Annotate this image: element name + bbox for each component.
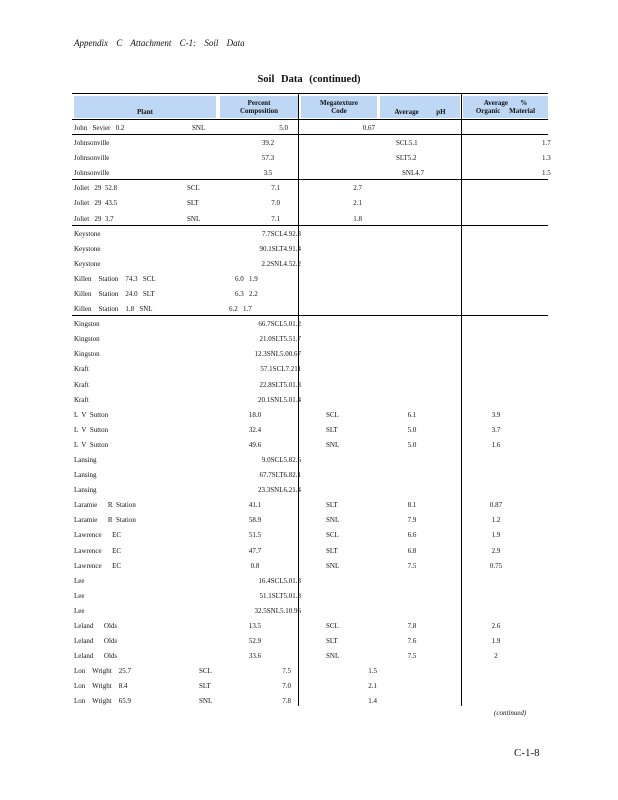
cell-percent: 49.6 <box>248 440 262 449</box>
cell-plant: Johnsonville <box>74 169 110 178</box>
cell-plant: Laramie R Station <box>74 501 136 510</box>
cell-megatexture: SLT <box>326 425 338 434</box>
cell-megatexture: SLT <box>199 682 211 691</box>
cell-percent: 6.3 2.2 <box>235 289 258 298</box>
cell-ph: 7.5 <box>282 667 291 676</box>
cell-organic: 1.8 <box>353 214 362 223</box>
cell-ph: 6.6 <box>407 531 417 540</box>
cell-percent: 16.4SCL5.01.3 <box>258 576 301 585</box>
cell-megatexture: SLT <box>326 637 338 646</box>
cell-megatexture: SNL <box>187 214 201 223</box>
cell-plant: L V Sutton <box>74 410 109 419</box>
cell-plant: Johnsonville <box>74 139 110 148</box>
cell-plant: Keystone <box>74 229 101 238</box>
cell-ph: 5.0 <box>407 425 417 434</box>
cell-percent: 58.9 <box>248 516 262 525</box>
cell-plant: Kraft <box>74 395 89 404</box>
cell-organic: 1.9 <box>491 531 501 540</box>
cell-plant: Keystone <box>74 244 101 253</box>
cell-plant: Lawrence EC <box>74 531 122 540</box>
table-top-rule <box>72 93 548 94</box>
cell-plant: John Sevier 0.2 <box>74 124 125 132</box>
column-header-ph: Average pH <box>380 96 460 118</box>
cell-plant: Lansing <box>74 455 97 464</box>
cell-percent: 21.0SLT5.51.7 <box>259 335 301 344</box>
cell-megatexture: SCL <box>199 667 212 676</box>
cell-plant: Joliet 29 43.5 <box>74 199 118 208</box>
cell-plant: L V Sutton <box>74 440 109 449</box>
cell-plant: Killen Station 1.8 SNL <box>74 305 153 314</box>
page-number: C-1-8 <box>514 747 540 759</box>
cell-plant: Johnsonville <box>74 154 110 163</box>
cell-ph: 7.6 <box>407 637 417 646</box>
cell-ph: 8.1 <box>407 501 417 510</box>
cell-megatexture: SNL <box>326 652 340 661</box>
cell-plant: Lawrence EC <box>74 546 122 555</box>
cell-organic: 3.7 <box>491 425 501 434</box>
continued-note: (continued) <box>494 709 527 717</box>
cell-organic: 1.5 <box>542 169 551 178</box>
cell-plant: Lon Wright 8.4 <box>74 682 128 691</box>
cell-megatexture: SNL <box>199 697 213 706</box>
cell-percent: 20.1SNL5.01.4 <box>258 395 301 404</box>
cell-plant: Joliet 29 3.7 <box>74 214 114 223</box>
cell-plant: Kraft <box>74 365 89 374</box>
cell-ph: 5.0 <box>407 440 417 449</box>
cell-organic: 1.7 <box>542 139 551 148</box>
cell-megatexture: SNL <box>192 124 206 132</box>
cell-megatexture: SNL <box>326 516 340 525</box>
cell-megatexture: SNL <box>326 440 340 449</box>
cell-plant: Kingston <box>74 350 100 359</box>
cell-plant: Kingston <box>74 335 100 344</box>
cell-ph: 7.8 <box>282 697 291 706</box>
cell-organic: 1.6 <box>491 440 501 449</box>
cell-percent: 51.5 <box>248 531 262 540</box>
group-rule <box>72 134 548 135</box>
table-title: Soil Data (continued) <box>257 74 361 85</box>
cell-plant: L V Sutton <box>74 425 109 434</box>
cell-megatexture: SCL <box>326 621 339 630</box>
cell-plant: Lawrence EC <box>74 561 122 570</box>
cell-plant: Keystone <box>74 259 101 268</box>
cell-ph: 7.9 <box>407 516 417 525</box>
cell-ph: SLT5.2 <box>396 154 417 163</box>
cell-organic: 1.9 <box>491 637 501 646</box>
group-rule <box>72 225 548 226</box>
cell-percent: 32.4 <box>248 425 262 434</box>
cell-organic: 0.75 <box>489 561 503 570</box>
cell-plant: Lee <box>74 576 85 585</box>
cell-organic: 2.7 <box>353 184 362 193</box>
cell-plant: Kraft <box>74 380 89 389</box>
cell-percent: 13.5 <box>248 621 262 630</box>
cell-percent: 3.5 <box>263 169 273 178</box>
cell-organic: 3.9 <box>491 410 501 419</box>
group-rule <box>72 179 548 180</box>
cell-percent: 7.7SCL4.92.3 <box>261 229 301 238</box>
cell-plant: Leland Olds <box>74 621 118 630</box>
cell-plant: Lansing <box>74 471 97 480</box>
cell-organic: 1.3 <box>542 154 551 163</box>
cell-megatexture: SNL <box>326 561 340 570</box>
cell-plant: Leland Olds <box>74 652 118 661</box>
cell-percent: 90.1SLT4.91.4 <box>259 244 301 253</box>
cell-organic: 1.4 <box>368 697 377 706</box>
cell-megatexture: SCL <box>326 410 339 419</box>
cell-megatexture: SLT <box>187 199 199 208</box>
cell-ph: 6.8 <box>407 546 417 555</box>
soil-data-table <box>72 93 551 706</box>
cell-plant: Lon Wright 25.7 <box>74 667 131 676</box>
cell-plant: Kingston <box>74 320 100 329</box>
group-rule <box>72 315 548 316</box>
cell-organic: 1.5 <box>368 667 377 676</box>
cell-organic: 2.1 <box>353 199 362 208</box>
cell-plant: Killen Station 74.3 SCL <box>74 274 156 283</box>
cell-percent: 41.1 <box>248 501 262 510</box>
cell-ph: SCL5.1 <box>396 139 418 148</box>
cell-percent: 47.7 <box>248 546 262 555</box>
header-rule <box>72 119 548 120</box>
cell-ph: 5.0 <box>279 124 288 132</box>
cell-percent: 22.8SLT5.01.3 <box>259 380 301 389</box>
column-header-percent: Percent Composition <box>220 96 298 118</box>
cell-percent: 23.3SNL6.21.4 <box>258 486 301 495</box>
cell-plant: Lon Wright 65.9 <box>74 697 131 706</box>
cell-percent: 57.1SCL7.211 <box>260 365 301 374</box>
cell-plant: Joliet 29 52.8 <box>74 184 118 193</box>
cell-percent: 32.5SNL5.10.96 <box>254 606 301 615</box>
column-header-organic: Average % Organic Material <box>463 96 548 118</box>
cell-organic: 2.1 <box>368 682 377 691</box>
cell-organic: 2 <box>494 652 498 661</box>
cell-percent: 67.7SLT6.82.1 <box>259 471 301 480</box>
cell-ph: 7.1 <box>271 184 280 193</box>
column-header-plant: Plant <box>74 96 216 118</box>
cell-organic: 0.87 <box>489 501 503 510</box>
cell-megatexture: SLT <box>326 546 338 555</box>
cell-plant: Lee <box>74 606 85 615</box>
cell-percent: 52.9 <box>248 637 262 646</box>
cell-ph: 7.0 <box>271 199 280 208</box>
running-header: Appendix C Attachment C-1: Soil Data <box>74 38 245 48</box>
cell-ph: 6.1 <box>407 410 417 419</box>
column-header-megatexture: Megatexture Code <box>301 96 377 118</box>
cell-plant: Leland Olds <box>74 637 118 646</box>
cell-percent: 2.2SNL4.52.2 <box>261 259 301 268</box>
cell-ph: 7.5 <box>407 652 417 661</box>
cell-percent: 0.8 <box>250 561 260 570</box>
cell-organic: 2.9 <box>491 546 501 555</box>
cell-ph: 7.8 <box>407 621 417 630</box>
cell-ph: SNL4.7 <box>402 169 424 178</box>
cell-percent: 6.2 1.7 <box>229 305 252 314</box>
cell-megatexture: SCL <box>187 184 200 193</box>
cell-megatexture: SCL <box>326 531 339 540</box>
cell-percent: 57.3 <box>261 154 275 163</box>
cell-percent: 39.2 <box>261 139 275 148</box>
cell-organic: 2.6 <box>491 621 501 630</box>
cell-percent: 66.7SCL5.01.2 <box>258 320 301 329</box>
cell-ph: 7.1 <box>271 214 280 223</box>
cell-organic: 0.67 <box>362 124 375 132</box>
cell-organic: 1.2 <box>491 516 501 525</box>
column-divider <box>461 93 462 706</box>
cell-percent: 51.1SLT5.01.3 <box>259 591 301 600</box>
cell-percent: 6.0 1.9 <box>235 274 258 283</box>
cell-ph: 7.0 <box>282 682 291 691</box>
cell-percent: 33.6 <box>248 652 262 661</box>
cell-percent: 9.0SCL5.82.6 <box>261 455 301 464</box>
cell-plant: Killen Station 24.0 SLT <box>74 289 155 298</box>
cell-plant: Lansing <box>74 486 97 495</box>
cell-plant: Laramie R Station <box>74 516 136 525</box>
cell-percent: 18.0 <box>248 410 262 419</box>
cell-megatexture: SLT <box>326 501 338 510</box>
cell-ph: 7.5 <box>407 561 417 570</box>
cell-percent: 12.3SNL5.00.67 <box>254 350 301 359</box>
cell-plant: Lee <box>74 591 85 600</box>
